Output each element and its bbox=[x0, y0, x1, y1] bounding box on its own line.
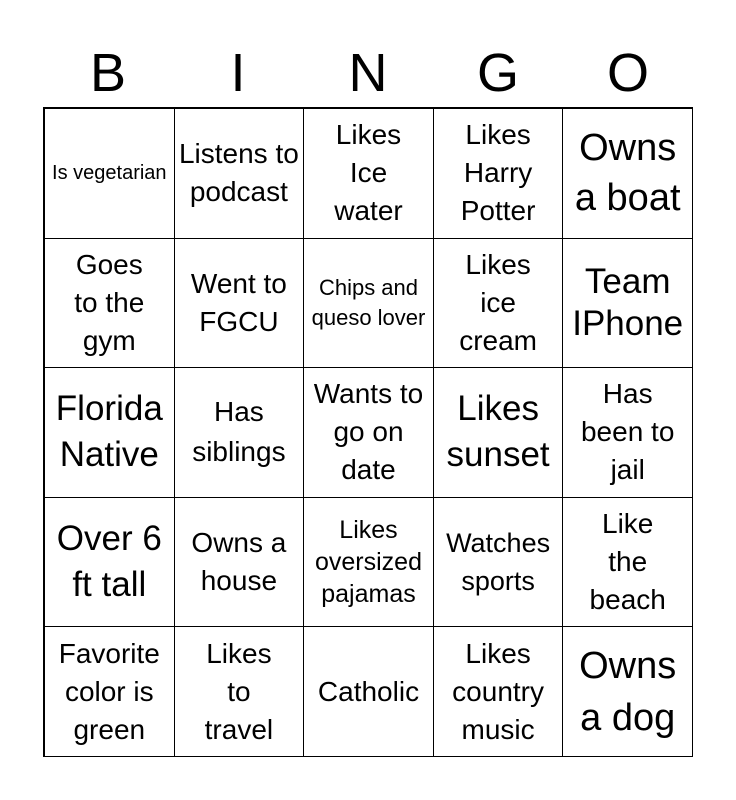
bingo-cell[interactable]: Like the beach bbox=[562, 497, 693, 628]
bingo-cell[interactable]: Owns a dog bbox=[562, 626, 693, 757]
bingo-cell[interactable]: Wants to go on date bbox=[303, 367, 434, 498]
bingo-cell[interactable]: Likes Harry Potter bbox=[433, 108, 564, 239]
bingo-cell[interactable]: Over 6 ft tall bbox=[44, 497, 175, 628]
bingo-grid bbox=[43, 107, 693, 757]
bingo-cell[interactable]: Likes ice cream bbox=[433, 238, 564, 369]
bingo-header bbox=[43, 40, 693, 106]
header-letter-o: O bbox=[606, 43, 649, 103]
bingo-cell[interactable]: Has siblings bbox=[174, 367, 305, 498]
bingo-cell[interactable]: Likes sunset bbox=[433, 367, 564, 498]
bingo-cell[interactable]: Favorite color is green bbox=[44, 626, 175, 757]
bingo-cell[interactable]: Likes oversized pajamas bbox=[303, 497, 434, 628]
bingo-cell[interactable]: Owns a boat bbox=[562, 108, 693, 239]
bingo-cell[interactable]: Has been to jail bbox=[562, 367, 693, 498]
bingo-cell[interactable]: Catholic bbox=[303, 626, 434, 757]
header-letter-b: B bbox=[89, 43, 127, 103]
header-letter-n: N bbox=[348, 43, 388, 103]
bingo-cell[interactable]: Went to FGCU bbox=[174, 238, 305, 369]
bingo-cell[interactable]: Likes country music bbox=[433, 626, 564, 757]
bingo-cell[interactable]: Team IPhone bbox=[562, 238, 693, 369]
bingo-cell[interactable]: Is vegetarian bbox=[44, 108, 175, 239]
bingo-cell[interactable]: Watches sports bbox=[433, 497, 564, 628]
bingo-cell[interactable]: Listens to podcast bbox=[174, 108, 305, 239]
header-letter-g: G bbox=[476, 43, 519, 103]
bingo-cell[interactable]: Owns a house bbox=[174, 497, 305, 628]
bingo-cell[interactable]: Goes to the gym bbox=[44, 238, 175, 369]
bingo-cell[interactable]: Likes Ice water bbox=[303, 108, 434, 239]
bingo-cell[interactable]: Chips and queso lover bbox=[303, 238, 434, 369]
bingo-cell[interactable]: Likes to travel bbox=[174, 626, 305, 757]
bingo-cell[interactable]: Florida Native bbox=[44, 367, 175, 498]
header-letter-i: I bbox=[230, 43, 246, 103]
